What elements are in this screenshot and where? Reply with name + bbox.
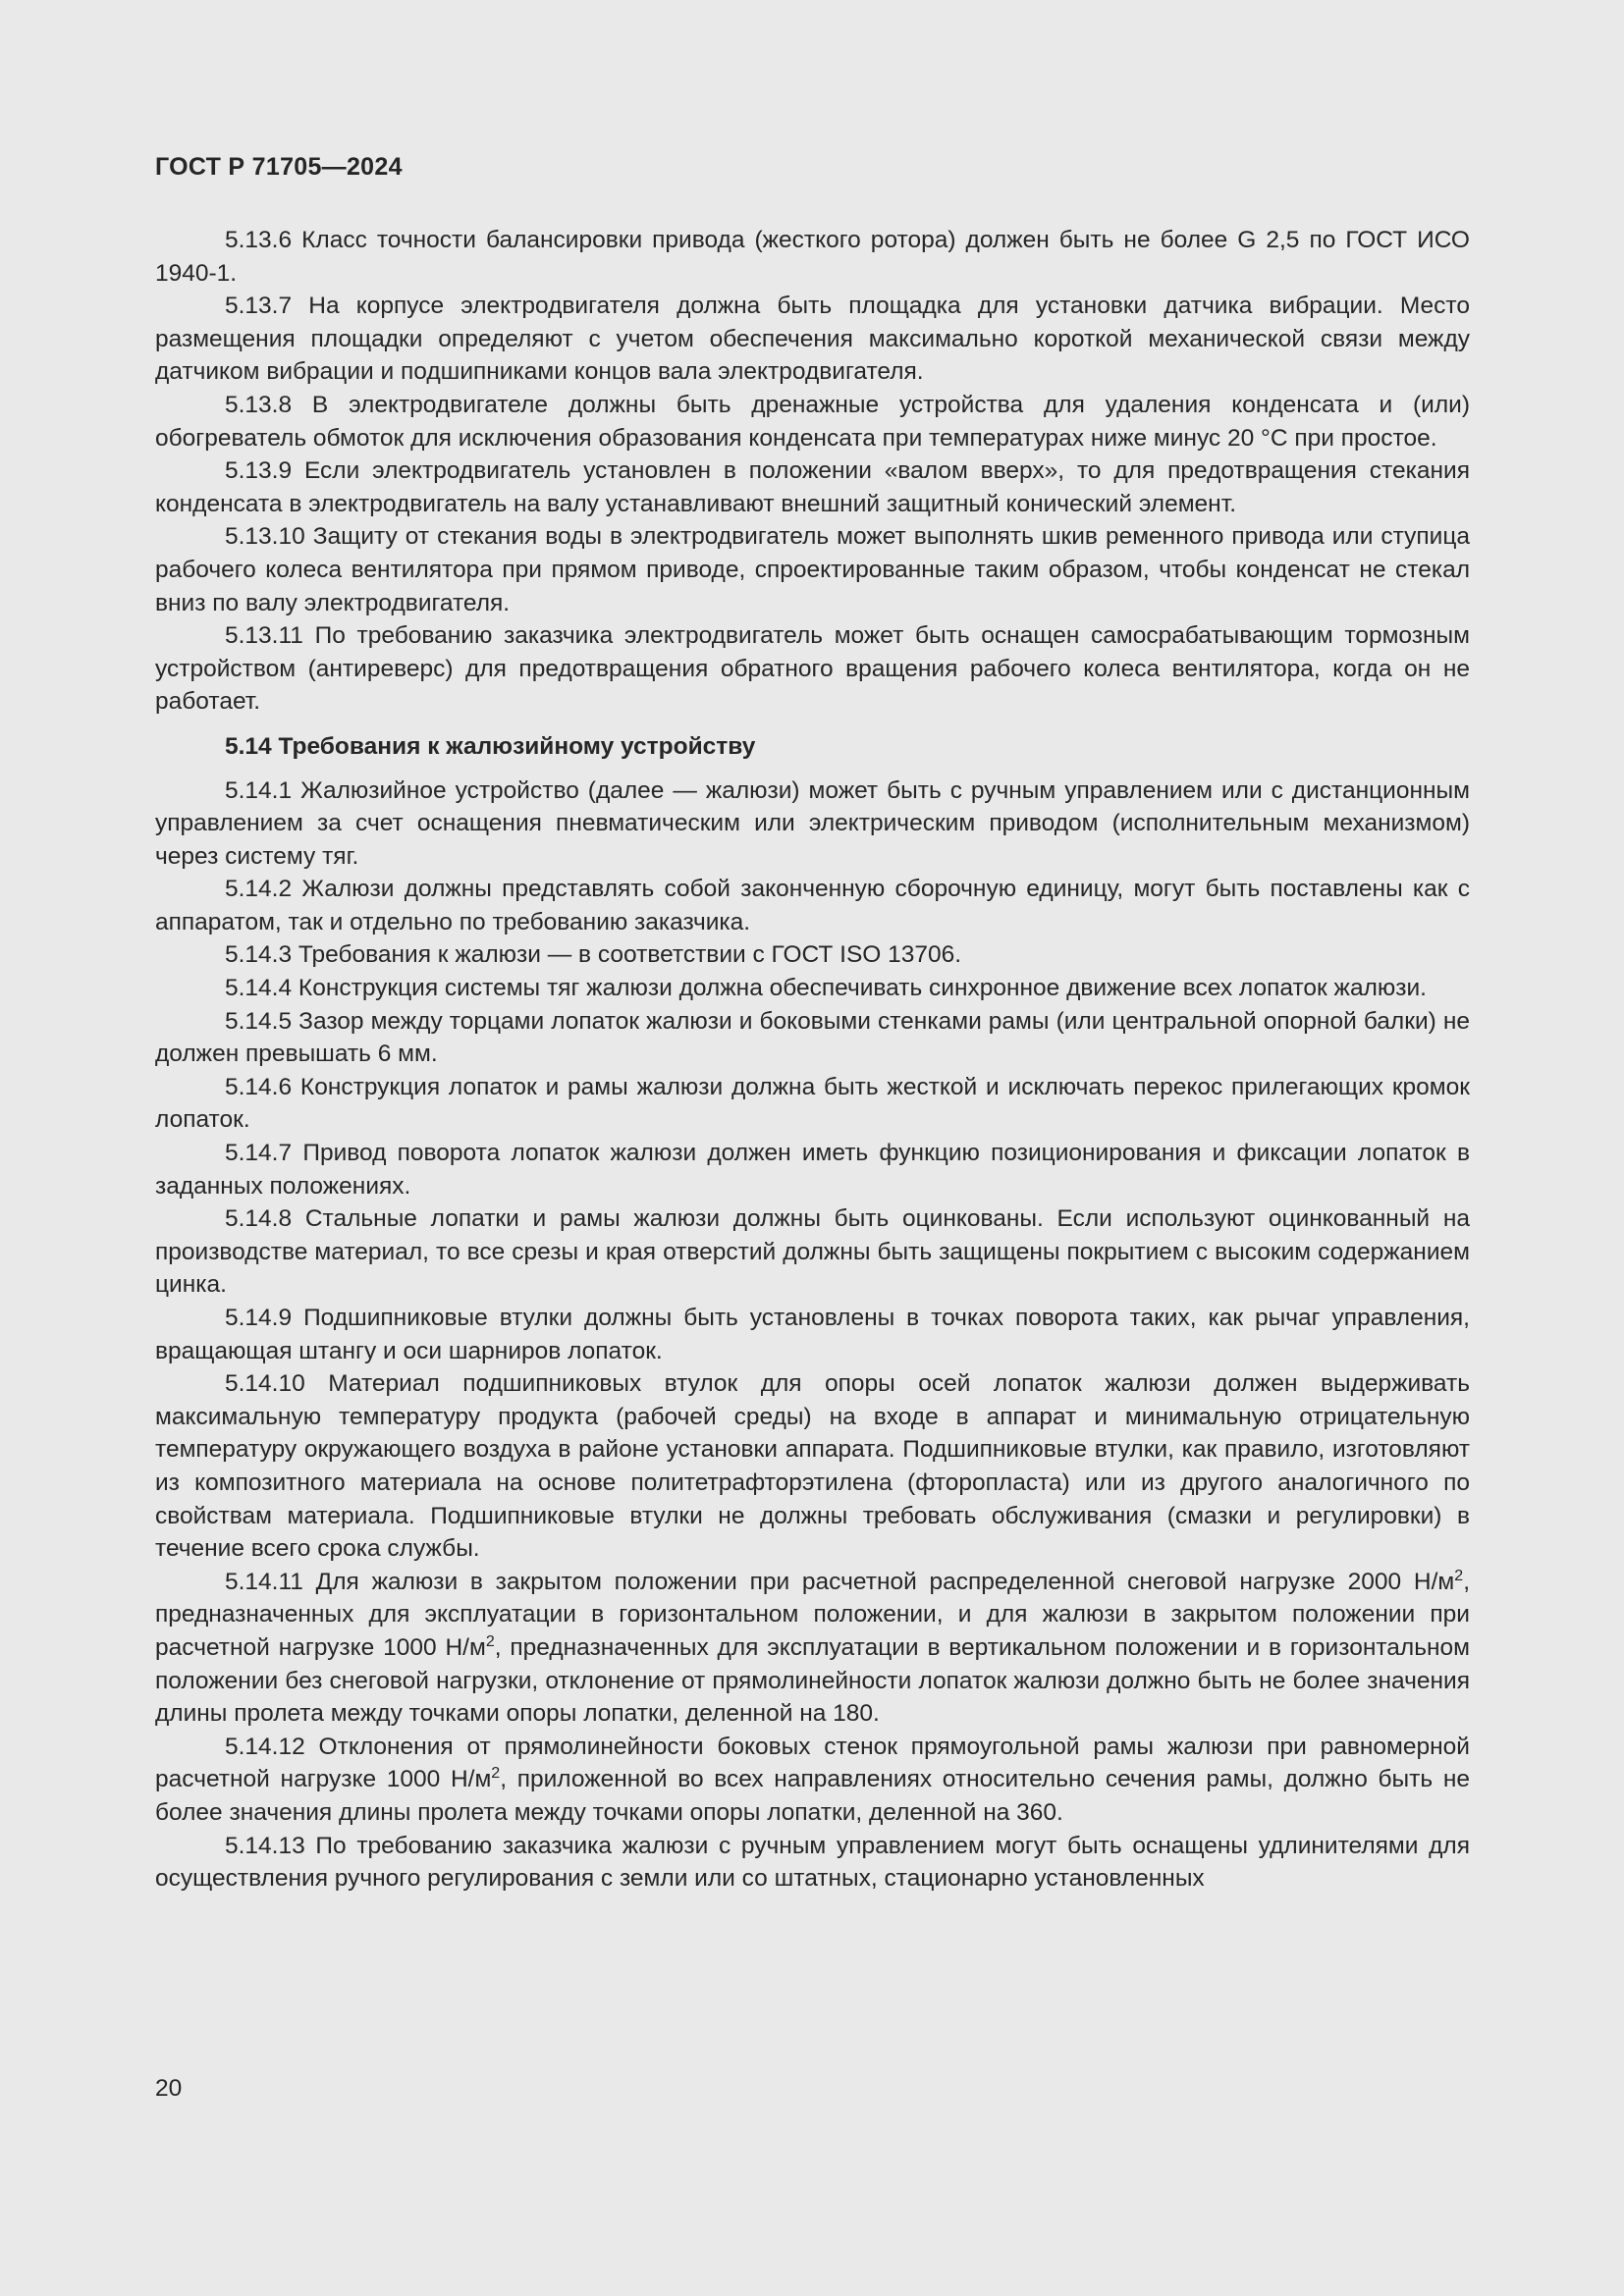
paragraph-5-14-12 <box>155 1731 1470 1830</box>
paragraph-5-14-12-part-b: , приложенной во всех направлениях относительно сечения рамы, должно быть не более значения длины пролета между точками опоры лопатки, деленной на 360. <box>155 1766 1470 1826</box>
section-heading-5-14: 5.14 Требования к жалюзийному устройству <box>225 732 756 760</box>
paragraph-5-13-6: 5.13.6 Класс точности балансировки привода (жесткого ротора) должен быть не более G 2,5 по ГОСТ ИСО 1940-1. <box>155 227 1470 287</box>
paragraph-5-14-10: 5.14.10 Материал подшипниковых втулок для опоры осей лопаток жалюзи должен выдерживать максимальную температуру продукта (рабочей среды) на входе в аппарат и минимальную отрицательную температуру окружающего воздуха в районе установки аппарата. Подшипниковые втулки, как правило, изготовляют из композитного материала на основе политетрафторэтилена (фторопласта) или из другого аналогичного по свойствам материала. Подшипниковые втулки не должны требовать обслуживания (смазки и регулировки) в течение всего срока службы. <box>155 1370 1470 1563</box>
paragraph-5-14-9: 5.14.9 Подшипниковые втулки должны быть установлены в точках поворота таких, как рычаг управления, вращающая штангу и оси шарниров лопаток. <box>155 1305 1470 1364</box>
paragraph-5-14-12-part-a: 5.14.12 Отклонения от прямолинейности боковых стенок прямоугольной рамы жалюзи при равномерной расчетной нагрузке 1000 Н/м <box>155 1733 1470 1793</box>
paragraph-5-14-8: 5.14.8 Стальные лопатки и рамы жалюзи должны быть оцинкованы. Если используют оцинкованный на производстве материал, то все срезы и края отверстий должны быть защищены покрытием с высоким содержанием цинка. <box>155 1205 1470 1299</box>
paragraph-5-14-2: 5.14.2 Жалюзи должны представлять собой законченную сборочную единицу, могут быть поставлены как с аппаратом, так и отдельно по требованию заказчика. <box>155 876 1470 935</box>
paragraph-5-14-11-part-a: 5.14.11 Для жалюзи в закрытом положении при расчетной распределенной снеговой нагрузке 2000 Н/м <box>225 1568 1455 1595</box>
document-code-header: ГОСТ Р 71705—2024 <box>155 153 403 181</box>
paragraph-5-14-1: 5.14.1 Жалюзийное устройство (далее — жалюзи) может быть с ручным управлением или с дистанционным управлением за счет оснащения пневматическим или электрическим приводом (исполнительным механизмом) через систему тяг. <box>155 776 1470 870</box>
paragraph-5-14-4: 5.14.4 Конструкция системы тяг жалюзи должна обеспечивать синхронное движение всех лопаток жалюзи. <box>225 975 1427 1002</box>
paragraph-5-13-9: 5.13.9 Если электродвигатель установлен в положении «валом вверх», то для предотвращения стекания конденсата в электродвигатель на валу устанавливают внешний защитный конический элемент. <box>155 457 1470 517</box>
page-number: 20 <box>155 2075 183 2102</box>
document-body <box>155 224 1470 1896</box>
paragraph-5-14-5: 5.14.5 Зазор между торцами лопаток жалюзи и боковыми стенками рамы (или центральной опорной балки) не должен превышать 6 мм. <box>155 1007 1470 1068</box>
paragraph-5-13-7: 5.13.7 На корпусе электродвигателя должна быть площадка для установки датчика вибрации. Место размещения площадки определяют с учетом обеспечения максимально короткой механической связи между датчиком вибрации и подшипниками концов вала электродвигателя. <box>155 293 1470 386</box>
paragraph-5-13-8: 5.13.8 В электродвигателе должны быть дренажные устройства для удаления конденсата и (или) обогреватель обмоток для исключения образования конденсата при температурах ниже минус 20 °С при простое. <box>155 391 1470 452</box>
paragraph-5-13-10: 5.13.10 Защиту от стекания воды в электродвигатель может выполнять шкив ременного привода или ступица рабочего колеса вентилятора при прямом приводе, спроектированные таким образом, чтобы конденсат не стекал вниз по валу электродвигателя. <box>155 523 1470 616</box>
paragraph-5-13-11: 5.13.11 По требованию заказчика электродвигатель может быть оснащен самосрабатывающим тормозным устройством (антиреверс) для предотвращения обратного вращения рабочего колеса вентилятора, когда он не работает. <box>155 622 1470 716</box>
paragraph-5-14-6: 5.14.6 Конструкция лопаток и рамы жалюзи должна быть жесткой и исключать перекос прилегающих кромок лопаток. <box>155 1073 1470 1134</box>
paragraph-5-14-11-part-b: , предназначенных для эксплуатации в горизонтальном положении, и для жалюзи в закрытом положении при расчетной нагрузке 1000 Н/м <box>155 1568 1470 1661</box>
paragraph-5-14-11-part-c: , предназначенных для эксплуатации в вертикальном положении и в горизонтальном положении без снеговой нагрузки, отклонение от прямолинейности лопаток жалюзи должно быть не более значения длины пролета между точками опоры лопатки, деленной на 180. <box>155 1633 1470 1728</box>
superscript-squared: 2 <box>485 1632 495 1650</box>
paragraph-5-14-7: 5.14.7 Привод поворота лопаток жалюзи должен иметь функцию позиционирования и фиксации лопаток в заданных положениях. <box>155 1140 1470 1200</box>
superscript-squared: 2 <box>1454 1567 1464 1584</box>
superscript-squared: 2 <box>491 1765 501 1783</box>
paragraph-5-14-3: 5.14.3 Требования к жалюзи — в соответствии с ГОСТ ISO 13706. <box>225 941 962 969</box>
paragraph-5-14-11 <box>155 1566 1470 1731</box>
paragraph-5-14-13: 5.14.13 По требованию заказчика жалюзи с ручным управлением могут быть оснащены удлинителями для осуществления ручного регулирования с земли или со штатных, стационарно установленных <box>155 1832 1470 1893</box>
